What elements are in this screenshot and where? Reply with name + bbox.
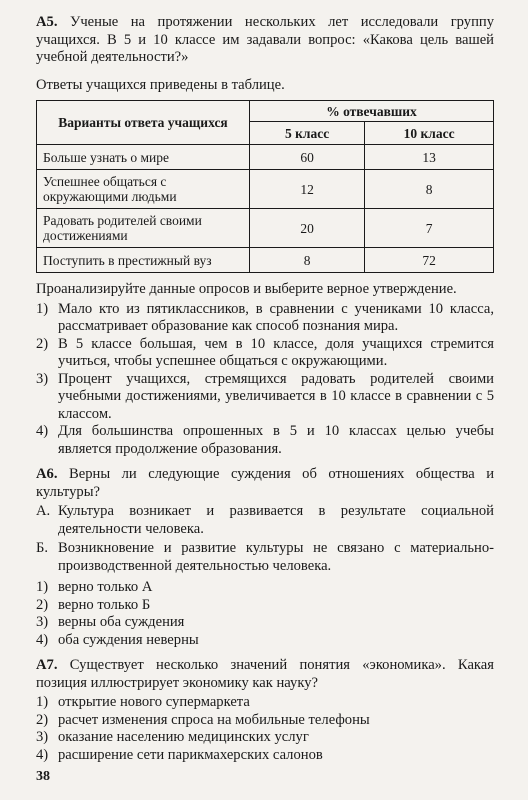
statement-letter: Б. — [36, 540, 49, 556]
row-value-grade10: 8 — [365, 170, 494, 209]
table-row — [37, 145, 494, 170]
statement — [36, 540, 494, 575]
question-text: Существует несколько значений понятия «экономика». Какая позиция иллюстрирует экономику как науку? — [36, 657, 494, 691]
answer-option[interactable] — [36, 423, 494, 458]
survey-table — [36, 100, 494, 273]
answer-option[interactable] — [36, 301, 494, 336]
row-value-grade5: 60 — [250, 145, 365, 170]
statement-letter: А. — [36, 503, 51, 519]
page-content — [36, 14, 494, 764]
option-number: 1) — [36, 300, 49, 317]
table-row — [37, 170, 494, 209]
option-text: В 5 классе большая, чем в 10 классе, доля учащихся стремится учиться, чтобы успешнее общаться с окружающими. — [58, 335, 494, 369]
answer-option[interactable] — [36, 712, 494, 730]
option-number: 4) — [36, 746, 49, 763]
table-lead: Ответы учащихся приведены в таблице. — [36, 76, 285, 93]
table-row — [37, 248, 494, 273]
question-a7 — [36, 657, 494, 692]
row-label: Радовать родителей своими достижениями — [37, 209, 250, 248]
option-number: 2) — [36, 335, 49, 352]
answer-options-a6 — [36, 579, 494, 649]
answer-option[interactable] — [36, 597, 494, 615]
option-number: 2) — [36, 711, 49, 728]
question-text: Верны ли следующие суждения об отношениях общества и культуры? — [36, 466, 494, 500]
answer-option[interactable] — [36, 614, 494, 632]
table-header-percent: % отвечавших — [250, 101, 494, 122]
option-number: 3) — [36, 370, 49, 387]
option-number: 1) — [36, 694, 49, 710]
statement-text: Культура возникает и развивается в результате социальной деятельности человека. — [58, 503, 494, 537]
option-number: 1) — [36, 579, 49, 595]
row-value-grade10: 13 — [365, 145, 494, 170]
option-text: Для большинства опрошенных в 5 и 10 классах целью учебы является продолжение образования. — [58, 423, 494, 457]
answer-option[interactable] — [36, 747, 494, 765]
question-number: А5. — [36, 14, 58, 30]
option-text: верны оба суждения — [58, 614, 185, 630]
option-text: верно только А — [58, 579, 153, 595]
statement-text: Возникновение и развитие культуры не связано с материально-производственной деятельностью человека. — [58, 540, 494, 574]
question-number: А7. — [36, 657, 58, 673]
row-value-grade10: 7 — [365, 209, 494, 248]
answer-options-a7 — [36, 694, 494, 764]
row-value-grade10: 72 — [365, 248, 494, 273]
answer-options-a5 — [36, 301, 494, 459]
question-text: Ученые на протяжении нескольких лет исследовали группу учащихся. В 5 и 10 классе им задавали вопрос: «Какова цель вашей учебной деятельности?» — [36, 14, 494, 65]
row-label: Успешнее общаться с окружающими людьми — [37, 170, 250, 209]
option-number: 3) — [36, 614, 49, 630]
row-value-grade5: 12 — [250, 170, 365, 209]
statement — [36, 503, 494, 538]
question-number: А6. — [36, 466, 58, 482]
option-text: оказание населению медицинских услуг — [58, 729, 309, 745]
table-header-grade10: 10 класс — [365, 122, 494, 145]
option-text: Мало кто из пятиклассников, в сравнении с учениками 10 класса, рассматривает образование как способ познания мира. — [58, 300, 494, 334]
row-label: Больше узнать о мире — [37, 145, 250, 170]
row-value-grade5: 20 — [250, 209, 365, 248]
page-number: 38 — [36, 769, 50, 784]
option-text: расчет изменения спроса на мобильные телефоны — [58, 711, 370, 728]
option-text: расширение сети парикмахерских салонов — [58, 746, 323, 763]
option-number: 4) — [36, 631, 49, 648]
row-label: Поступить в престижный вуз — [37, 248, 250, 273]
answer-option[interactable] — [36, 579, 494, 597]
option-text: верно только Б — [58, 596, 151, 613]
answer-option[interactable] — [36, 694, 494, 712]
question-a5 — [36, 14, 494, 67]
table-header-grade5: 5 класс — [250, 122, 365, 145]
answer-option[interactable] — [36, 632, 494, 650]
row-value-grade5: 8 — [250, 248, 365, 273]
option-text: открытие нового супермаркета — [58, 694, 250, 710]
option-number: 2) — [36, 596, 49, 613]
option-number: 3) — [36, 729, 49, 745]
answer-option[interactable] — [36, 336, 494, 371]
instruction-text: Проанализируйте данные опросов и выберите верное утверждение. — [36, 281, 457, 297]
answer-option[interactable] — [36, 729, 494, 747]
table-header-variants: Варианты ответа учащихся — [37, 101, 250, 145]
option-number: 4) — [36, 423, 49, 439]
option-text: Процент учащихся, стремящихся радовать родителей своими учебными достижениями, увеличивается в 10 классе в сравнении с 5 классом. — [58, 370, 494, 422]
answer-option[interactable] — [36, 371, 494, 424]
question-a6 — [36, 466, 494, 501]
option-text: оба суждения неверны — [58, 631, 199, 648]
table-row — [37, 209, 494, 248]
